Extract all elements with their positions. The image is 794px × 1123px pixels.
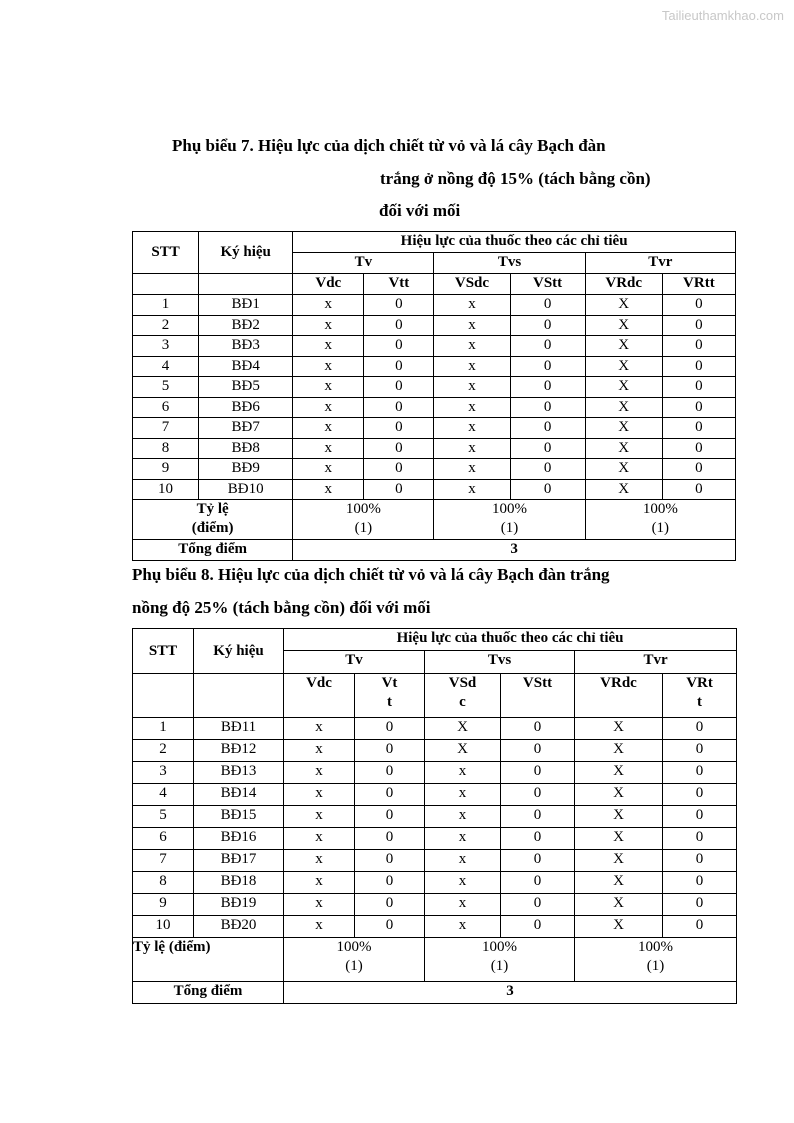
table8-ratio-tvr	[575, 938, 737, 982]
table-cell: 0	[510, 418, 585, 439]
table-cell: 0	[662, 418, 735, 439]
table-cell	[194, 674, 284, 718]
table-cell: BĐ2	[199, 315, 293, 336]
table-cell: x	[284, 718, 355, 740]
table-cell: 4	[133, 356, 199, 377]
table-cell: 8	[133, 438, 199, 459]
table8-head-stt: STT	[133, 629, 194, 674]
table-cell: VRt	[686, 675, 713, 691]
table-cell: x	[434, 356, 510, 377]
table-cell: 0	[355, 916, 425, 938]
table8-head-group: Hiệu lực của thuốc theo các chỉ tiêu	[284, 629, 737, 651]
table-cell: BĐ13	[194, 762, 284, 784]
table7-ratio-tv	[293, 500, 434, 540]
table-cell: 3	[133, 336, 199, 357]
table-cell: X	[575, 740, 663, 762]
table-cell: x	[284, 916, 355, 938]
table8-subhead	[663, 674, 737, 718]
table-cell: 0	[510, 438, 585, 459]
table-cell: 0	[662, 438, 735, 459]
table-cell: 0	[662, 377, 735, 398]
table-cell: X	[575, 872, 663, 894]
table-cell: 0	[364, 459, 434, 480]
table-cell: x	[434, 459, 510, 480]
table8-subhead	[425, 674, 501, 718]
table8-subhead	[501, 674, 575, 718]
table-cell: 0	[355, 894, 425, 916]
table-cell: BĐ11	[194, 718, 284, 740]
table7-ratio-label-line1: Tỷ lệ	[196, 501, 229, 517]
table-cell: 7	[133, 850, 194, 872]
table-cell: 10	[133, 479, 199, 500]
table-cell: BĐ12	[194, 740, 284, 762]
table-cell: x	[434, 315, 510, 336]
table-cell: BĐ16	[194, 828, 284, 850]
table-cell: 0	[355, 828, 425, 850]
table-row	[133, 762, 737, 784]
table-cell: X	[585, 479, 662, 500]
table-cell: 0	[501, 762, 575, 784]
table-cell: (1)	[646, 958, 665, 974]
table-cell: 100%	[492, 501, 528, 517]
table8-group-tvs: Tvs	[425, 651, 575, 674]
table-cell	[133, 674, 194, 718]
table-cell: 3	[133, 762, 194, 784]
table8-ratio-label: Tỷ lệ (điểm)	[133, 938, 284, 982]
table-cell: x	[425, 762, 501, 784]
table-row	[133, 850, 737, 872]
table-cell: x	[293, 356, 364, 377]
table-cell: x	[293, 438, 364, 459]
table-cell: 0	[364, 377, 434, 398]
table-cell: 0	[663, 916, 737, 938]
table-cell: 0	[501, 784, 575, 806]
watermark: Tailieuthamkhao.com	[661, 8, 784, 23]
table-cell: 0	[663, 850, 737, 872]
table7-total-label: Tổng điểm	[133, 540, 293, 561]
table-cell: x	[434, 438, 510, 459]
table-cell: 0	[364, 356, 434, 377]
table-row	[133, 784, 737, 806]
table-cell: x	[434, 418, 510, 439]
table-cell: 0	[510, 459, 585, 480]
table-cell: X	[585, 438, 662, 459]
table-cell: BĐ3	[199, 336, 293, 357]
table7-ratio-label-line2: (điểm)	[191, 520, 234, 536]
table-row	[133, 418, 736, 439]
table-cell: BĐ18	[194, 872, 284, 894]
table-cell: Vdc	[306, 675, 332, 691]
table-cell: x	[425, 784, 501, 806]
table-cell: BĐ20	[194, 916, 284, 938]
table-cell: X	[575, 762, 663, 784]
table-cell: 0	[663, 806, 737, 828]
table-row	[133, 718, 737, 740]
table7-total-value: 3	[293, 540, 736, 561]
table-cell: X	[585, 336, 662, 357]
table-cell: 0	[663, 740, 737, 762]
table7-ratio-tvr	[585, 500, 735, 540]
table-cell: 9	[133, 894, 194, 916]
table-row	[133, 397, 736, 418]
table-cell: BĐ10	[199, 479, 293, 500]
table-cell: x	[434, 336, 510, 357]
table-cell: 100%	[482, 939, 517, 955]
table-cell: (1)	[345, 958, 363, 974]
table-cell: 0	[663, 762, 737, 784]
table-cell: x	[293, 397, 364, 418]
table-cell: 2	[133, 315, 199, 336]
table7-subhead: VRdc	[585, 274, 662, 295]
table-cell: 6	[133, 828, 194, 850]
table-cell: (1)	[354, 520, 373, 536]
table-cell: 0	[364, 295, 434, 316]
table-cell: x	[425, 916, 501, 938]
table-cell: 5	[133, 806, 194, 828]
table-cell: x	[284, 872, 355, 894]
table-cell: 0	[510, 356, 585, 377]
table-cell: BĐ17	[194, 850, 284, 872]
table-cell: 0	[662, 295, 735, 316]
table-cell: BĐ15	[194, 806, 284, 828]
table-row	[133, 377, 736, 398]
table-cell: 5	[133, 377, 199, 398]
table7-ratio-label	[133, 500, 293, 540]
table-row	[133, 336, 736, 357]
table-cell: 0	[510, 479, 585, 500]
table-cell: BĐ7	[199, 418, 293, 439]
table8-total-value: 3	[284, 982, 737, 1004]
table8-subhead	[355, 674, 425, 718]
table-cell: X	[425, 740, 501, 762]
table-cell: 0	[510, 377, 585, 398]
table-cell: x	[293, 418, 364, 439]
table7-group-tv: Tv	[293, 253, 434, 274]
table-cell: 0	[364, 418, 434, 439]
table-cell: x	[293, 479, 364, 500]
table-cell: x	[284, 784, 355, 806]
table7-subhead: VSdc	[434, 274, 510, 295]
table-cell: x	[434, 479, 510, 500]
table-cell: x	[293, 377, 364, 398]
table8-group-tvr: Tvr	[575, 651, 737, 674]
table-cell: 0	[355, 762, 425, 784]
table-cell: 0	[501, 828, 575, 850]
table7-subhead: Vtt	[364, 274, 434, 295]
table-cell	[199, 274, 293, 295]
table-cell: 0	[501, 806, 575, 828]
table7-title-line3: đối với mối	[379, 201, 461, 220]
table-cell: 0	[355, 850, 425, 872]
table-cell: 0	[355, 806, 425, 828]
table7-group-tvs: Tvs	[434, 253, 585, 274]
table-cell: BĐ1	[199, 295, 293, 316]
table-cell: X	[575, 806, 663, 828]
table-cell: X	[575, 894, 663, 916]
table-row	[133, 315, 736, 336]
table-cell: 0	[510, 315, 585, 336]
table8-subhead	[284, 674, 355, 718]
table-cell: 0	[355, 718, 425, 740]
table-row	[133, 916, 737, 938]
table7-head-group: Hiệu lực của thuốc theo các chỉ tiêu	[293, 232, 736, 253]
table-cell: BĐ5	[199, 377, 293, 398]
table-cell: 0	[663, 894, 737, 916]
table-cell: X	[585, 377, 662, 398]
table-row	[133, 356, 736, 377]
table7	[132, 231, 736, 561]
table-cell: (1)	[490, 958, 509, 974]
table-cell: x	[425, 806, 501, 828]
table-cell: 7	[133, 418, 199, 439]
table-cell: 4	[133, 784, 194, 806]
table-cell: X	[585, 459, 662, 480]
table-cell: x	[425, 828, 501, 850]
table-cell: 0	[355, 784, 425, 806]
table-row	[133, 479, 736, 500]
table-cell: 100%	[336, 939, 372, 955]
table-cell: 0	[663, 784, 737, 806]
table7-title-line2: trắng ở nồng độ 15% (tách bằng cồn)	[380, 169, 651, 188]
table-cell: X	[585, 315, 662, 336]
table-cell: 0	[501, 740, 575, 762]
table8-title-line1: Phụ biểu 8. Hiệu lực của dịch chiết từ vỏ và lá cây Bạch đàn trắng	[132, 565, 610, 584]
table-cell: 0	[510, 397, 585, 418]
table7-head-kyhieu: Ký hiệu	[199, 232, 293, 274]
table-cell: x	[434, 377, 510, 398]
table-cell: 6	[133, 397, 199, 418]
table-cell: X	[575, 718, 663, 740]
table-cell: 0	[364, 336, 434, 357]
table-cell: BĐ9	[199, 459, 293, 480]
table-cell: VSd	[448, 675, 477, 691]
table-cell: 0	[510, 336, 585, 357]
table-cell: 0	[662, 356, 735, 377]
table-cell: 0	[662, 459, 735, 480]
table8-group-tv: Tv	[284, 651, 425, 674]
table-cell: X	[425, 718, 501, 740]
table7-subhead: VStt	[510, 274, 585, 295]
table-cell: x	[434, 397, 510, 418]
table-row	[133, 438, 736, 459]
table8-ratio-tv	[284, 938, 425, 982]
table-cell: x	[425, 850, 501, 872]
table-cell: 0	[501, 916, 575, 938]
table-cell: c	[459, 694, 466, 710]
table-row	[133, 806, 737, 828]
table-row	[133, 295, 736, 316]
table-cell: x	[284, 806, 355, 828]
table-cell: 0	[364, 315, 434, 336]
table-cell: 0	[662, 479, 735, 500]
table-cell: BĐ4	[199, 356, 293, 377]
table-cell: X	[585, 418, 662, 439]
table-cell: BĐ14	[194, 784, 284, 806]
table-cell: 0	[501, 718, 575, 740]
table-cell: x	[284, 828, 355, 850]
table-cell: Vt	[381, 675, 398, 691]
table8-title-line2: nồng độ 25% (tách bằng cồn) đối với mối	[132, 598, 431, 617]
table8-total-label: Tổng điểm	[133, 982, 284, 1004]
table-cell: x	[284, 762, 355, 784]
table7-ratio-tvs	[434, 500, 585, 540]
table8	[132, 628, 737, 1004]
table-cell: 0	[355, 740, 425, 762]
table-row	[133, 828, 737, 850]
table-cell: 1	[133, 295, 199, 316]
table-cell: 0	[364, 397, 434, 418]
table-cell: 10	[133, 916, 194, 938]
table-cell: BĐ19	[194, 894, 284, 916]
table-cell: X	[585, 356, 662, 377]
table-cell: t	[697, 694, 703, 710]
table-cell: 0	[501, 894, 575, 916]
table-cell: 0	[501, 850, 575, 872]
table8-ratio-tvs	[425, 938, 575, 982]
table-cell: 8	[133, 872, 194, 894]
table-cell: 0	[355, 872, 425, 894]
table-cell: x	[284, 740, 355, 762]
table-cell: x	[425, 894, 501, 916]
table-cell: 0	[501, 872, 575, 894]
table-cell: 0	[663, 718, 737, 740]
table-cell: x	[434, 295, 510, 316]
table-row	[133, 459, 736, 480]
table7-title-line1: Phụ biểu 7. Hiệu lực của dịch chiết từ vỏ và lá cây Bạch đàn	[172, 136, 606, 155]
table-cell: 0	[662, 397, 735, 418]
table-cell: X	[575, 828, 663, 850]
table-cell: X	[585, 397, 662, 418]
table-cell: 0	[364, 479, 434, 500]
table-cell: x	[293, 336, 364, 357]
table-cell: x	[293, 315, 364, 336]
table-cell: 2	[133, 740, 194, 762]
table-cell: 100%	[642, 501, 678, 517]
table-cell: BĐ6	[199, 397, 293, 418]
table-cell: x	[284, 894, 355, 916]
table-cell: 0	[510, 295, 585, 316]
table-cell: x	[293, 459, 364, 480]
table-cell: (1)	[500, 520, 519, 536]
table-cell: 9	[133, 459, 199, 480]
table-cell	[133, 274, 199, 295]
table-cell: X	[575, 784, 663, 806]
table-cell: x	[425, 872, 501, 894]
table7-subhead: VRtt	[662, 274, 735, 295]
table-cell: VStt	[522, 675, 553, 691]
table-cell: x	[284, 850, 355, 872]
table-cell: X	[575, 850, 663, 872]
table7-subhead: Vdc	[293, 274, 364, 295]
table-cell: t	[387, 694, 392, 710]
table8-head-kyhieu: Ký hiệu	[194, 629, 284, 674]
table7-head-stt: STT	[133, 232, 199, 274]
table8-subhead	[575, 674, 663, 718]
table-cell: VRdc	[600, 675, 637, 691]
table-cell: X	[575, 916, 663, 938]
table7-group-tvr: Tvr	[585, 253, 735, 274]
table-cell: 0	[663, 828, 737, 850]
table-row	[133, 894, 737, 916]
table-row	[133, 740, 737, 762]
table-cell: x	[293, 295, 364, 316]
table-cell: X	[585, 295, 662, 316]
table-cell: 1	[133, 718, 194, 740]
table-row	[133, 872, 737, 894]
table-cell: 0	[663, 872, 737, 894]
table-cell: 0	[364, 438, 434, 459]
table-cell: 0	[662, 315, 735, 336]
table-cell: BĐ8	[199, 438, 293, 459]
table-cell: 0	[662, 336, 735, 357]
table-cell: 100%	[638, 939, 674, 955]
table-cell: (1)	[651, 520, 670, 536]
table-cell: 100%	[345, 501, 381, 517]
